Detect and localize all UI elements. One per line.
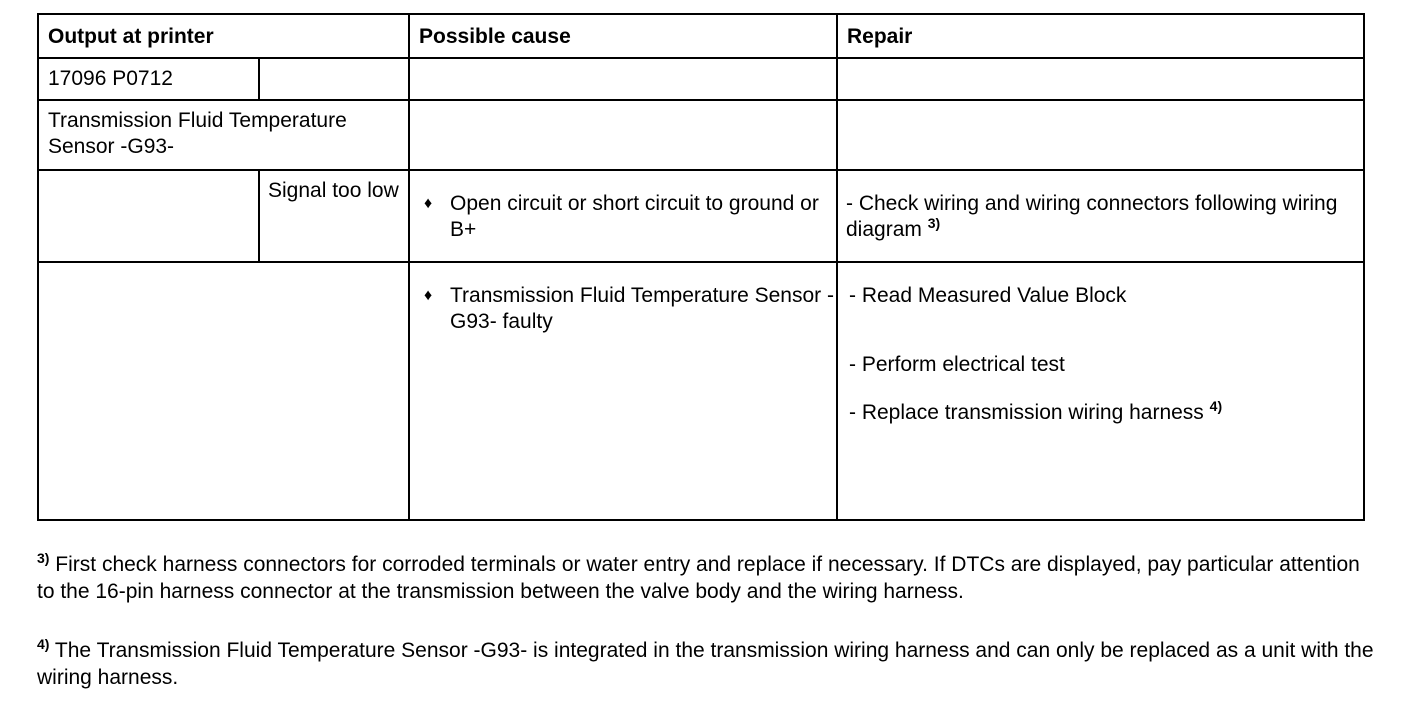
empty-cell [409,58,837,100]
footnote-text: First check harness connectors for corroded terminals or water entry and replace if necessary. If DTCs are displayed, pay particular attention to the 16-pin harness connector at the transmission between the valve body and the wiring harness. [37,553,1360,603]
table-row [38,262,1364,520]
repair-cell [837,262,1364,520]
repair-text: - Check wiring and wiring connectors following wiring diagram [846,192,1338,241]
footnote-ref: 3) [927,215,941,231]
fault-code-cell: 17096 P0712 [38,58,259,100]
condition-cell: Signal too low [259,170,409,262]
cause-cell [409,262,837,520]
table-row [38,100,1364,170]
diamond-bullet-icon: ♦ [424,287,433,304]
table-row [38,58,1364,100]
header-output-at-printer: Output at printer [38,14,409,58]
cause-text: Transmission Fluid Temperature Sensor -G93- faulty [450,284,834,333]
empty-cell [38,262,409,520]
empty-cell [259,58,409,100]
header-row [38,14,1364,58]
cause-cell [409,170,837,262]
cause-text: Open circuit or short circuit to ground or B+ [450,192,819,241]
cause-item [418,191,828,243]
footnote-marker: 4) [37,636,50,652]
repair-cell [837,170,1364,262]
empty-cell [837,100,1364,170]
table-row [38,170,1364,262]
empty-cell [38,170,259,262]
repair-step: - Read Measured Value Block [849,284,1127,307]
repair-step [849,400,1362,426]
footnote-marker: 3) [37,550,50,566]
empty-cell [409,100,837,170]
footnote-ref: 4) [1209,398,1223,414]
header-repair: Repair [837,14,1364,58]
repair-step: - Perform electrical test [849,353,1065,376]
component-name-cell: Transmission Fluid Temperature Sensor -G93- [38,100,409,170]
cause-item [418,283,835,335]
diamond-bullet-icon: ♦ [424,195,433,212]
header-possible-cause: Possible cause [409,14,837,58]
empty-cell [837,58,1364,100]
footnote-text: The Transmission Fluid Temperature Sensor -G93- is integrated in the transmission wiring harness and can only be replaced as a unit with the wiring harness. [37,639,1374,689]
fault-code-table [37,13,1365,521]
repair-step-text: - Replace transmission wiring harness [849,401,1204,424]
footnote-4 [37,637,1377,691]
footnote-3 [37,551,1377,605]
